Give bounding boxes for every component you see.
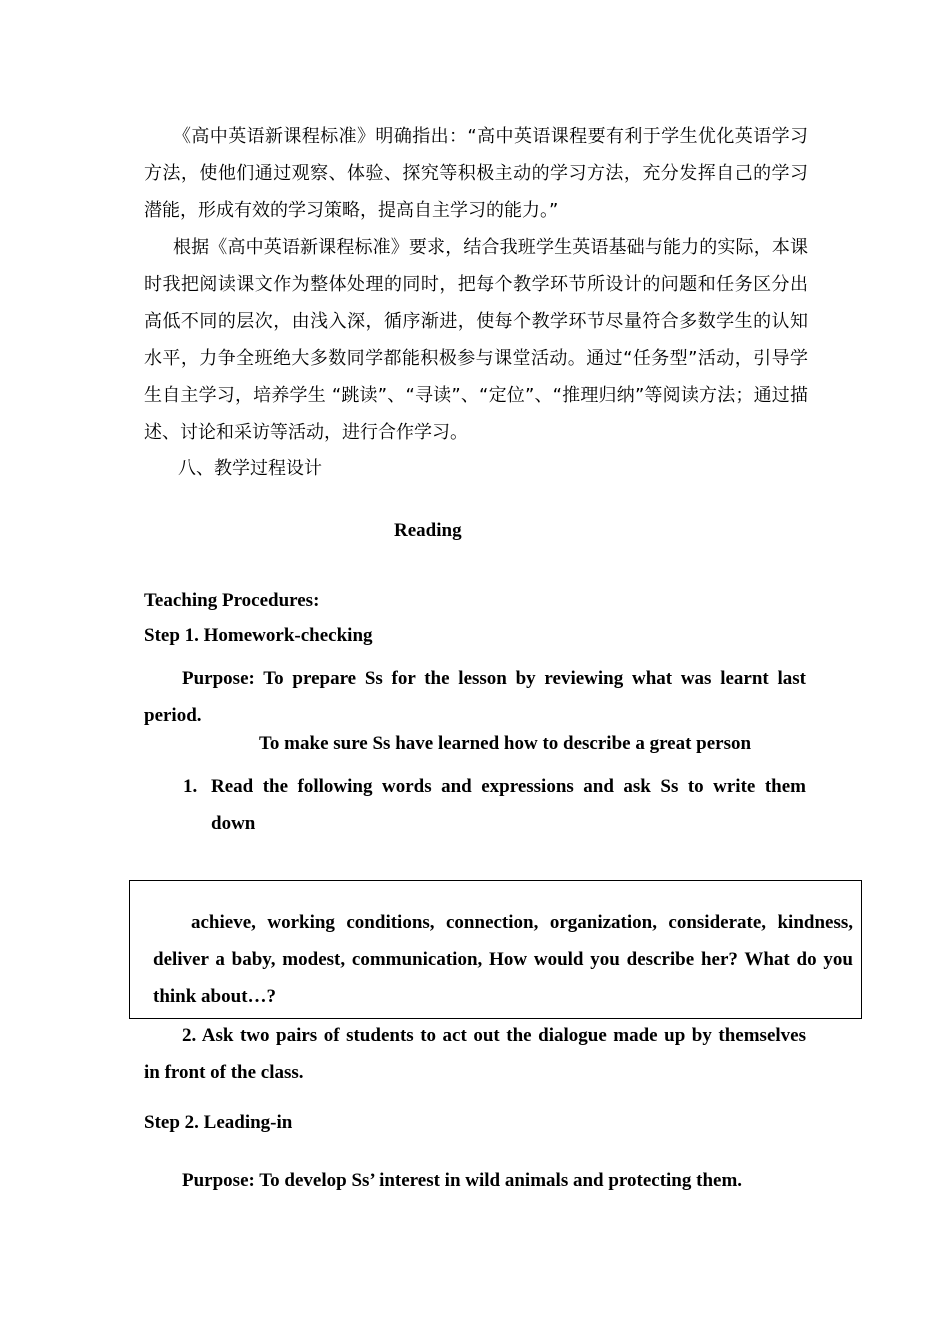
item2-line2: in front of the class. [144, 1062, 304, 1083]
step1-heading: Step 1. Homework-checking [144, 625, 373, 646]
step1-purpose-line1: Purpose: To prepare Ss for the lesson by reviewing what was learnt last [182, 668, 806, 689]
step1-purpose-extra: To make sure Ss have learned how to describe a great person [259, 733, 752, 754]
step1-purpose-line2: period. [144, 705, 202, 726]
section-heading: 八、教学过程设计 [178, 458, 322, 479]
intro-paragraph-2: 根据《高中英语新课程标准》要求，结合我班学生英语基础与能力的实际，本课时我把阅读课文作为整体处理的同时，把每个教学环节所设计的问题和任务区分出高低不同的层次，由浅入深，循序渐进，使每个教学环节尽量符合多数学生的认知水平，力争全班绝大多数同学都能积极参与课堂活动。通过“任务型”活动，引导学生自主学习，培养学生 “跳读”、“寻读”、“定位”、“推理归纳”等阅读方法；通过描述、讨论和采访等活动，进行合作学习。 [144, 237, 808, 443]
intro-paragraph-1: 《高中英语新课程标准》明确指出：“高中英语课程要有利于学生优化英语学习方法，使他们通过观察、体验、探究等积极主动的学习方法，充分发挥自己的学习潜能，形成有效的学习策略，提高自主学习的能力。” [144, 126, 808, 221]
step2-heading: Step 2. Leading-in [144, 1112, 293, 1133]
step2-purpose: Purpose: To develop Ss’ interest in wild animals and protecting them. [182, 1170, 743, 1191]
vocabulary-line1: achieve, working conditions, connection, organization, considerate, kindness, [191, 912, 853, 933]
step1-purpose [144, 660, 806, 734]
procedures-heading: Teaching Procedures: [144, 590, 320, 611]
list-item-text [211, 768, 806, 842]
list-item-number: 1. [183, 776, 198, 797]
intro-section [144, 118, 808, 451]
item2-line1: 2. Ask two pairs of students to act out the dialogue made up by themselves [182, 1025, 806, 1046]
lesson-title: Reading [394, 520, 462, 541]
vocabulary-box [129, 880, 862, 1019]
list-item-line2: down [211, 813, 256, 834]
vocabulary-line3: think about…? [153, 986, 277, 1007]
list-item [183, 768, 806, 842]
vocabulary-line2: deliver a baby, modest, communication, How would you describe her? What do you [153, 949, 853, 970]
step1-item2 [144, 1017, 806, 1091]
list-item-line1: Read the following words and expressions and ask Ss to write them [211, 776, 806, 797]
vocabulary-text [153, 904, 853, 1015]
